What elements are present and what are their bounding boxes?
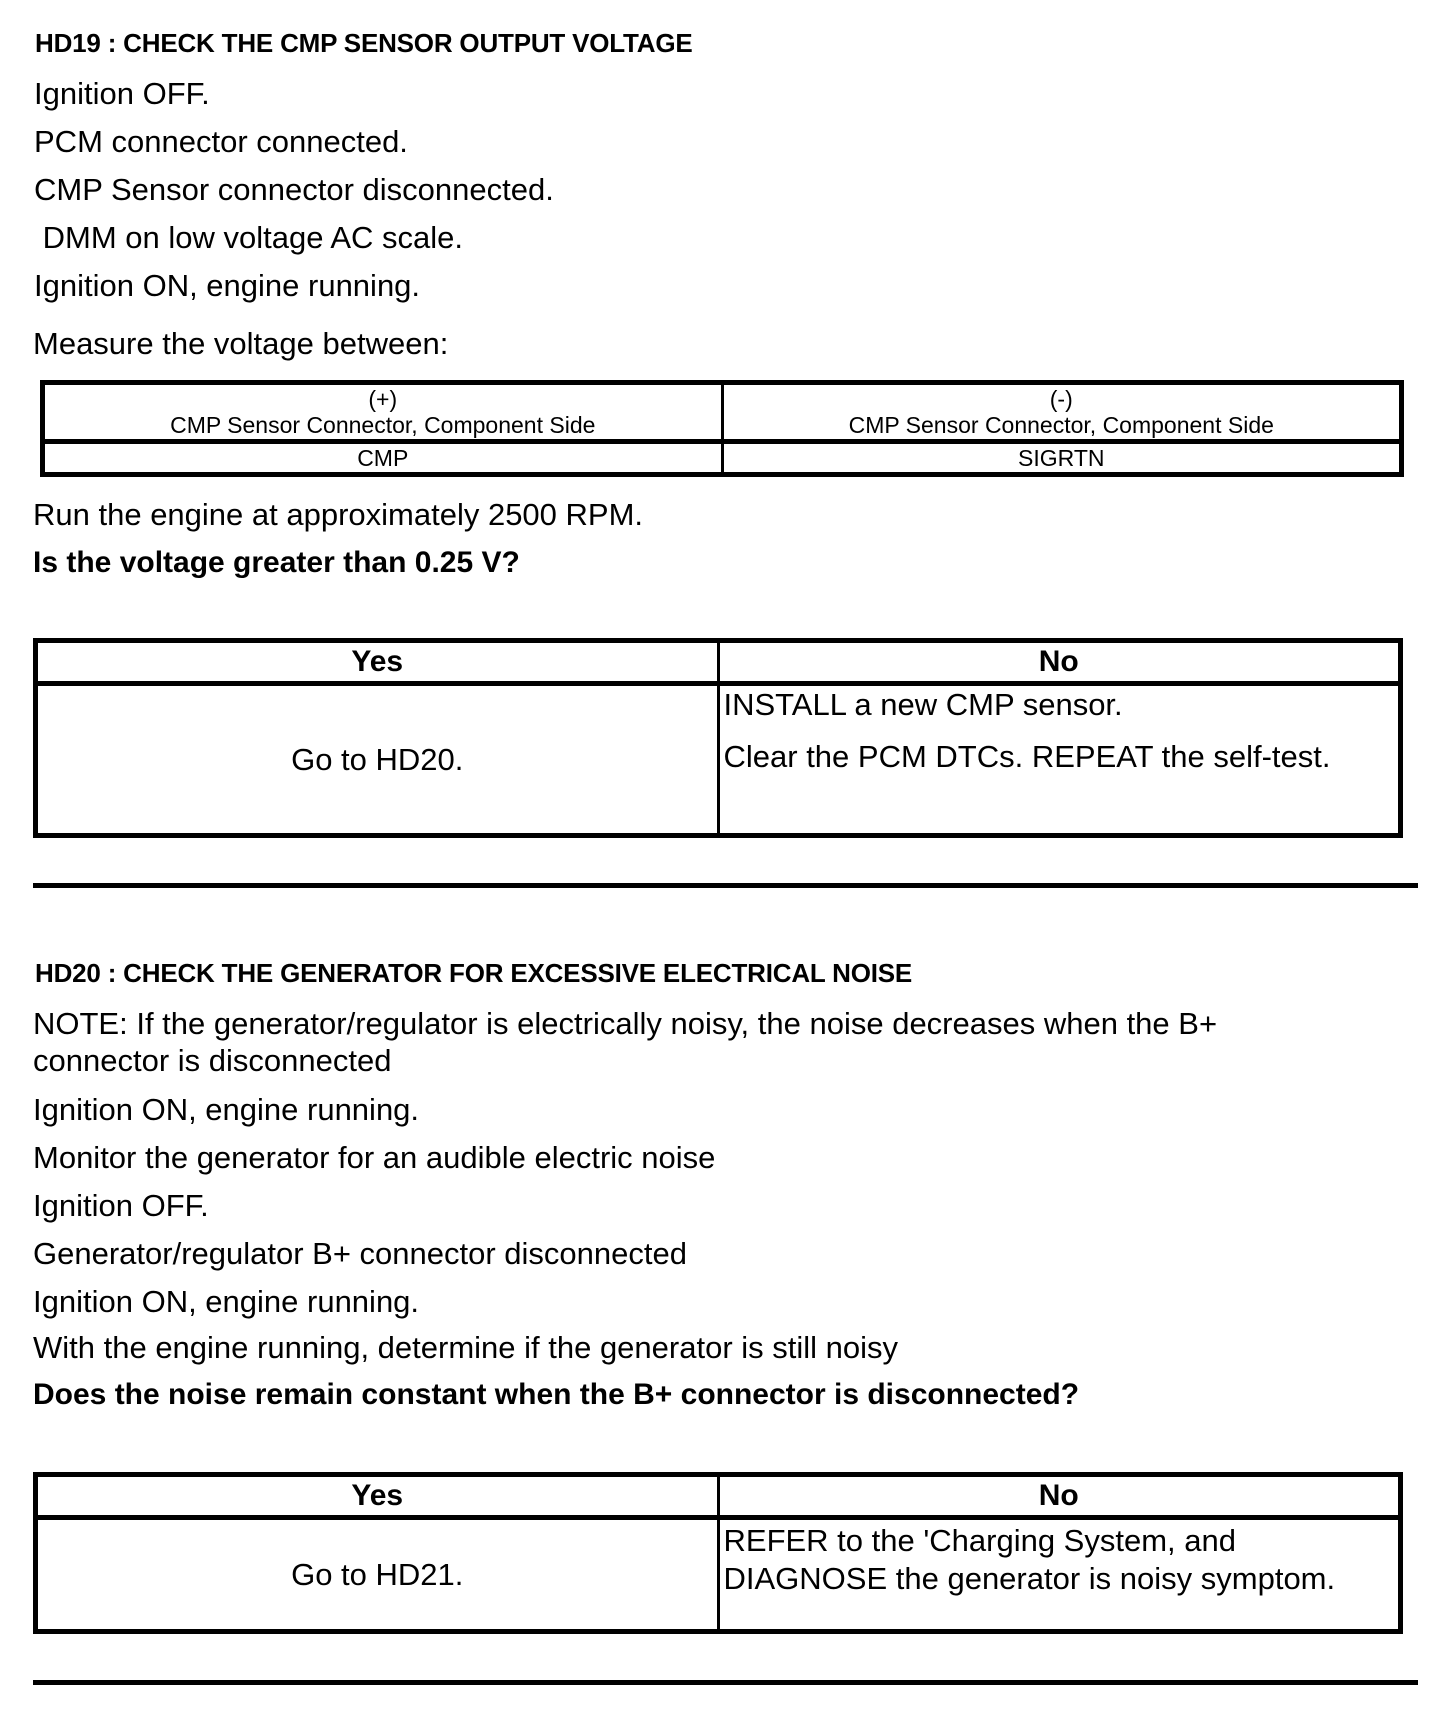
negative-pin: SIGRTN <box>722 442 1402 475</box>
hd19-no-header: No <box>718 641 1401 684</box>
hd19-yes-action: Go to HD20. <box>36 684 719 836</box>
hd19-after-step: Run the engine at approximately 2500 RPM. <box>33 497 644 532</box>
negative-polarity: (-) <box>1049 386 1073 412</box>
hd19-no-action-1: INSTALL a new CMP sensor. <box>723 687 1123 722</box>
hd20-step-3: Ignition OFF. <box>33 1188 209 1223</box>
negative-location: CMP Sensor Connector, Component Side <box>848 412 1274 438</box>
hd19-question: Is the voltage greater than 0.25 V? <box>33 546 520 579</box>
section-divider <box>33 883 1418 888</box>
hd20-note-line-1: NOTE: If the generator/regulator is electrically noisy, the noise decreases when the B+ <box>33 1006 1218 1041</box>
measurement-table <box>40 380 1404 477</box>
hd19-no-actions <box>718 684 1401 836</box>
hd20-step-5: Ignition ON, engine running. <box>33 1284 420 1319</box>
hd19-step-3: CMP Sensor connector disconnected. <box>34 172 554 207</box>
hd20-question: Does the noise remain constant when the B+ connector is disconnected? <box>33 1378 1080 1411</box>
measurement-pin-row <box>43 442 1402 475</box>
hd19-yes-header: Yes <box>36 641 719 684</box>
hd20-yes-action: Go to HD21. <box>36 1518 719 1632</box>
hd19-result-table <box>33 638 1403 838</box>
measurement-negative-header <box>722 383 1402 442</box>
hd20-no-actions <box>718 1518 1401 1632</box>
hd19-step-4: DMM on low voltage AC scale. <box>34 220 464 255</box>
positive-polarity: (+) <box>368 386 398 412</box>
hd19-step-2: PCM connector connected. <box>34 124 408 159</box>
hd19-measure-intro: Measure the voltage between: <box>33 326 449 361</box>
hd20-step-6: With the engine running, determine if the generator is still noisy <box>33 1330 899 1365</box>
hd19-result-header-row <box>36 641 1401 684</box>
hd20-result-table <box>33 1472 1403 1634</box>
hd19-no-action-2: Clear the PCM DTCs. REPEAT the self-test. <box>723 739 1331 774</box>
positive-pin: CMP <box>43 442 723 475</box>
hd20-note-line-2: connector is disconnected <box>33 1043 392 1078</box>
hd20-step-4: Generator/regulator B+ connector disconnected <box>33 1236 687 1271</box>
hd19-step-5: Ignition ON, engine running. <box>34 268 421 303</box>
hd20-title: HD20 : CHECK THE GENERATOR FOR EXCESSIVE ELECTRICAL NOISE <box>35 958 913 988</box>
hd20-result-header-row <box>36 1475 1401 1518</box>
hd20-no-action-2: DIAGNOSE the generator is noisy symptom. <box>723 1561 1336 1596</box>
section-divider-bottom <box>33 1680 1418 1685</box>
measurement-positive-header <box>43 383 723 442</box>
measurement-header-row <box>43 383 1402 442</box>
hd19-title: HD19 : CHECK THE CMP SENSOR OUTPUT VOLTAGE <box>35 28 693 58</box>
hd19-result-body-row <box>36 684 1401 836</box>
hd20-step-1: Ignition ON, engine running. <box>33 1092 420 1127</box>
positive-location: CMP Sensor Connector, Component Side <box>170 412 596 438</box>
hd20-no-action-1: REFER to the 'Charging System, and <box>723 1523 1236 1558</box>
hd20-yes-header: Yes <box>36 1475 719 1518</box>
hd20-step-2: Monitor the generator for an audible electric noise <box>33 1140 716 1175</box>
hd20-no-header: No <box>718 1475 1401 1518</box>
hd20-result-body-row <box>36 1518 1401 1632</box>
hd19-step-1: Ignition OFF. <box>34 76 210 111</box>
